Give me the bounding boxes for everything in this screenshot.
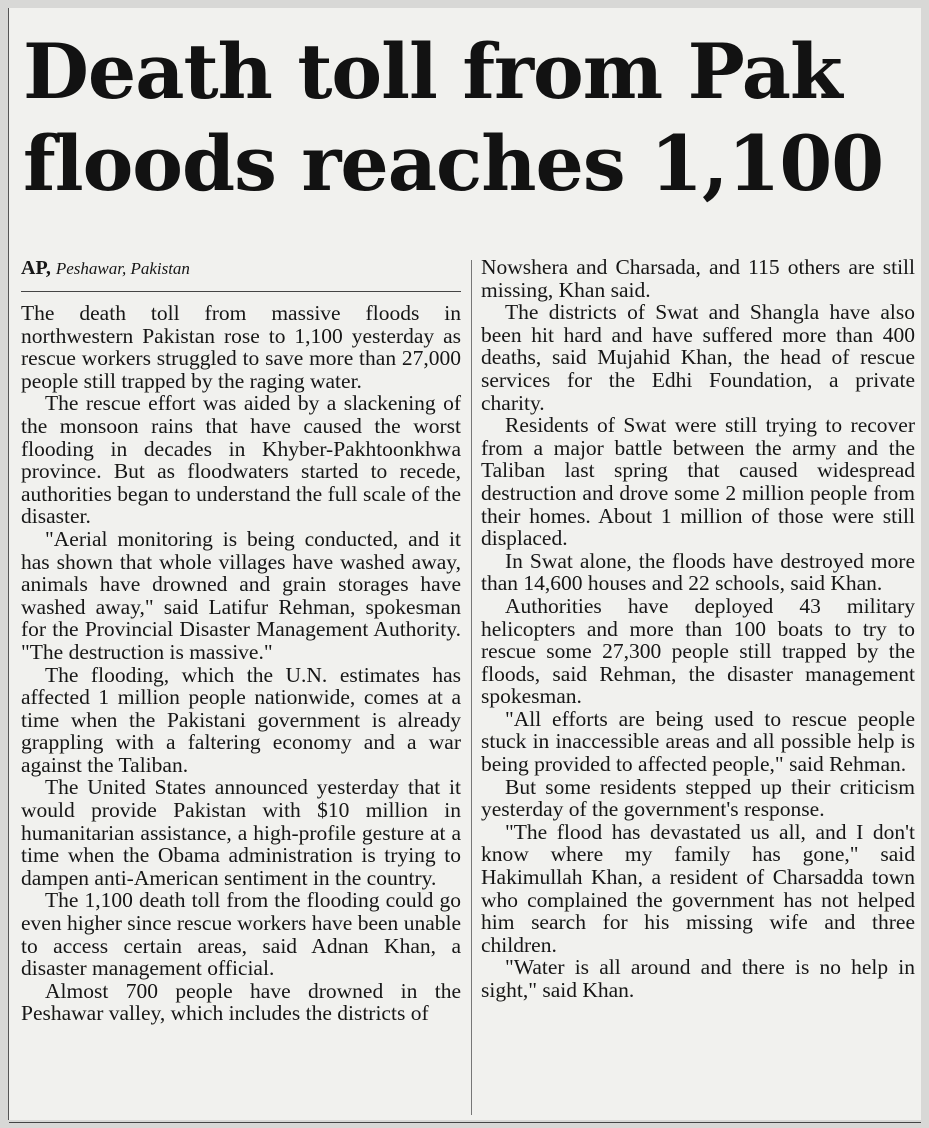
paragraph: "The flood has devastated us all, and I don't know where my family has gone," said Hakimullah Khan, a resident of Charsadda town who complained the government has not helped him search for his missing wife and three children.	[481, 819, 915, 957]
paragraph: The flooding, which the U.N. estimates has affected 1 million people nationwide, comes at a time when the Pakistani government is already grappling with a faltering economy and a war against the Taliban.	[21, 662, 461, 777]
bottom-rule	[9, 1122, 921, 1123]
headline-line-2: floods reaches 1,100	[23, 119, 884, 208]
paragraph: The rescue effort was aided by a slackening of the monsoon rains that have caused the worst flooding in decades in Khyber-Pakhtoonkhwa province. But as floodwaters started to recede, authorities began to understand the full scale of the disaster.	[21, 391, 461, 529]
headline	[23, 26, 913, 210]
paragraph: In Swat alone, the floods have destroyed more than 14,600 houses and 22 schools, said Khan.	[481, 548, 915, 596]
paragraph: Authorities have deployed 43 military helicopters and more than 100 boats to try to rescue some 27,300 people still trapped by the floods, said Rehman, the disaster management spokesman.	[481, 593, 915, 709]
article-column-right	[481, 256, 915, 1002]
paragraph: But some residents stepped up their criticism yesterday of the government's response.	[481, 774, 915, 822]
paragraph-continuation: Nowshera and Charsada, and 115 others are still missing, Khan said.	[481, 255, 915, 302]
news-clipping	[8, 8, 921, 1120]
headline-line-1: Death toll from Pak	[23, 27, 842, 116]
byline-agency: AP,	[21, 257, 51, 279]
paragraph: "Water is all around and there is no help in sight," said Khan.	[481, 955, 915, 1002]
byline	[21, 256, 461, 292]
column-divider	[471, 260, 472, 1115]
paragraph: Almost 700 people have drowned in the Peshawar valley, which includes the districts of	[21, 978, 461, 1026]
paragraph: The death toll from massive floods in northwestern Pakistan rose to 1,100 yesterday as rescue workers struggled to save more than 27,000 people still trapped by the raging water.	[21, 301, 461, 393]
paragraph: The districts of Swat and Shangla have also been hit hard and have suffered more than 400 deaths, said Mujahid Khan, the head of rescue services for the Edhi Foundation, a private charity.	[481, 300, 915, 415]
paragraph: The United States announced yesterday that it would provide Pakistan with $10 million in humanitarian assistance, a high-profile gesture at a time when the Obama administration is trying to dampen anti-American sentiment in the country.	[21, 775, 461, 890]
paragraph: "Aerial monitoring is being conducted, and it has shown that whole villages have washed away, animals have drowned and grain storages have washed away," said Latifur Rehman, spokesman for the Provincial Disaster Management Authority. "The destruction is massive."	[21, 526, 461, 664]
article-column-left	[21, 256, 461, 1025]
paragraph: "All efforts are being used to rescue people stuck in inaccessible areas and all possible help is being provided to affected people," said Rehman.	[481, 706, 915, 777]
paragraph: The 1,100 death toll from the flooding could go even higher since rescue workers have been unable to access certain areas, said Adnan Khan, a disaster management official.	[21, 888, 461, 981]
byline-place: Peshawar, Pakistan	[55, 259, 190, 278]
paragraph: Residents of Swat were still trying to recover from a major battle between the army and the Taliban last spring that caused widespread destruction and drove some 2 million people from their homes. About 1 million of those were still displaced.	[481, 413, 915, 551]
